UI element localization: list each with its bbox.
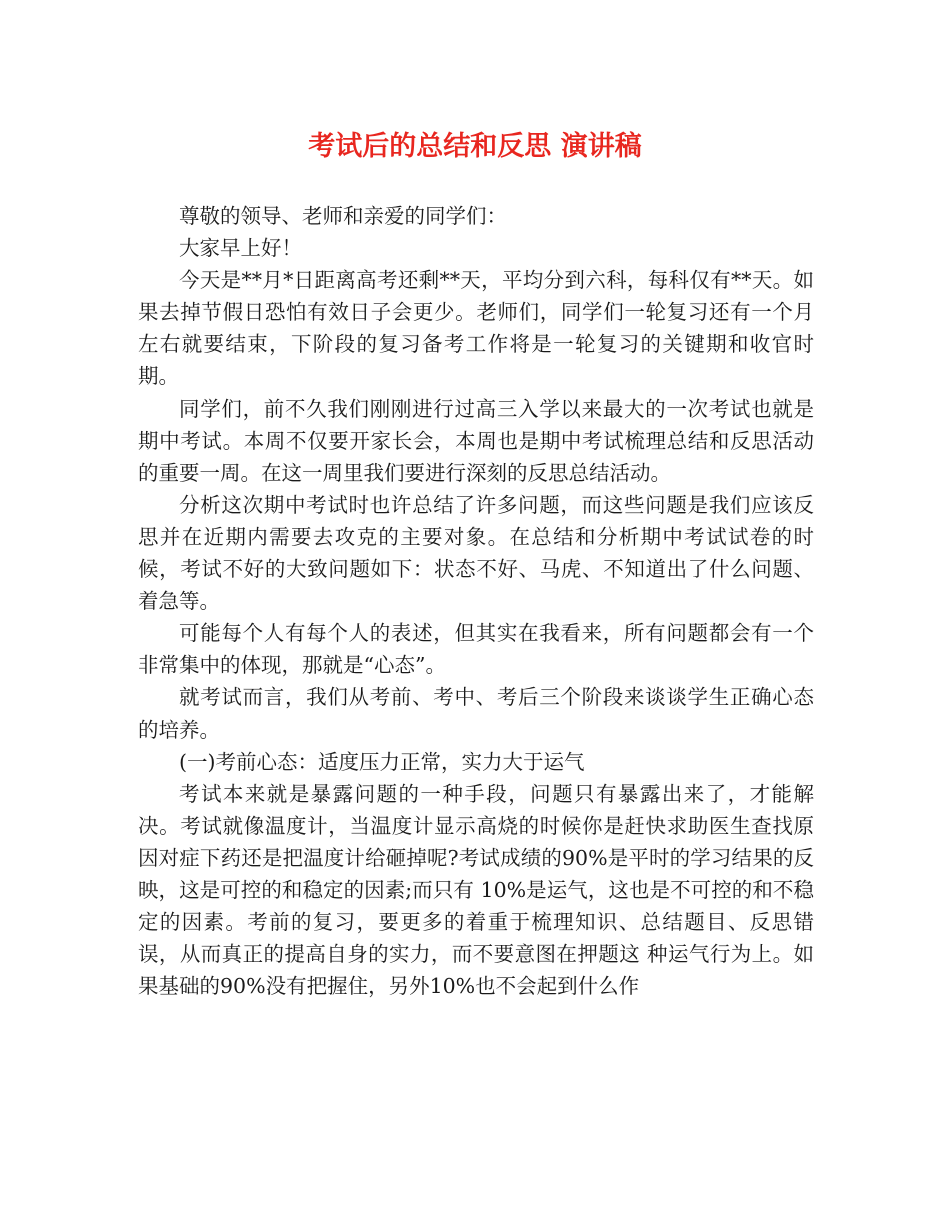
paragraph: 分析这次期中考试时也许总结了许多问题，而这些问题是我们应该反思并在近期内需要去攻克的主要对象。在总结和分析期中考试试卷的时候，考试不好的大致问题如下：状态不好、马虎、不知道出了什么问题、着急等。 (138, 492, 814, 614)
paragraph: 考试本来就是暴露问题的一种手段，问题只有暴露出来了，才能解决。考试就像温度计，当温度计显示高烧的时候你是赶快求助医生查找原因对症下药还是把温度计给砸掉呢?考试成绩的90%是平时的学习结果的反映，这是可控的和稳定的因素;而只有 10%是运气，这也是不可控的和不稳定的因素。考前的复习，要更多的着重于梳理知识、总结题目、反思错误，从而真正的提高自身的实力，而不要意图在押题这 种运气行为上。如果基础的90%没有把握住，另外10%也不会起到什么作 (138, 781, 814, 999)
paragraph: 今天是**月*日距离高考还剩**天，平均分到六科，每科仅有**天。如果去掉节假日恐怕有效日子会更少。老师们，同学们一轮复习还有一个月左右就要结束，下阶段的复习备考工作将是一轮复习的关键期和收官时期。 (138, 268, 814, 389)
paragraph: 同学们，前不久我们刚刚进行过高三入学以来最大的一次考试也就是期中考试。本周不仅要开家长会，本周也是期中考试梳理总结和反思活动的重要一周。在这一周里我们要进行深刻的反思总结活动。 (138, 396, 814, 485)
paragraph: 可能每个人有每个人的表述，但其实在我看来，所有问题都会有一个非常集中的体现，那就是“心态”。 (138, 621, 814, 678)
paragraph-greeting: 大家早上好！ (179, 236, 302, 261)
section-heading: (一)考前心态：适度压力正常，实力大于运气 (179, 749, 585, 774)
document-title: 考试后的总结和反思 演讲稿 (308, 131, 642, 162)
paragraph-salutation: 尊敬的领导、老师和亲爱的同学们： (179, 204, 507, 228)
paragraph: 就考试而言，我们从考前、考中、考后三个阶段来谈谈学生正确心态的培养。 (138, 685, 814, 742)
document-body (138, 200, 814, 1002)
